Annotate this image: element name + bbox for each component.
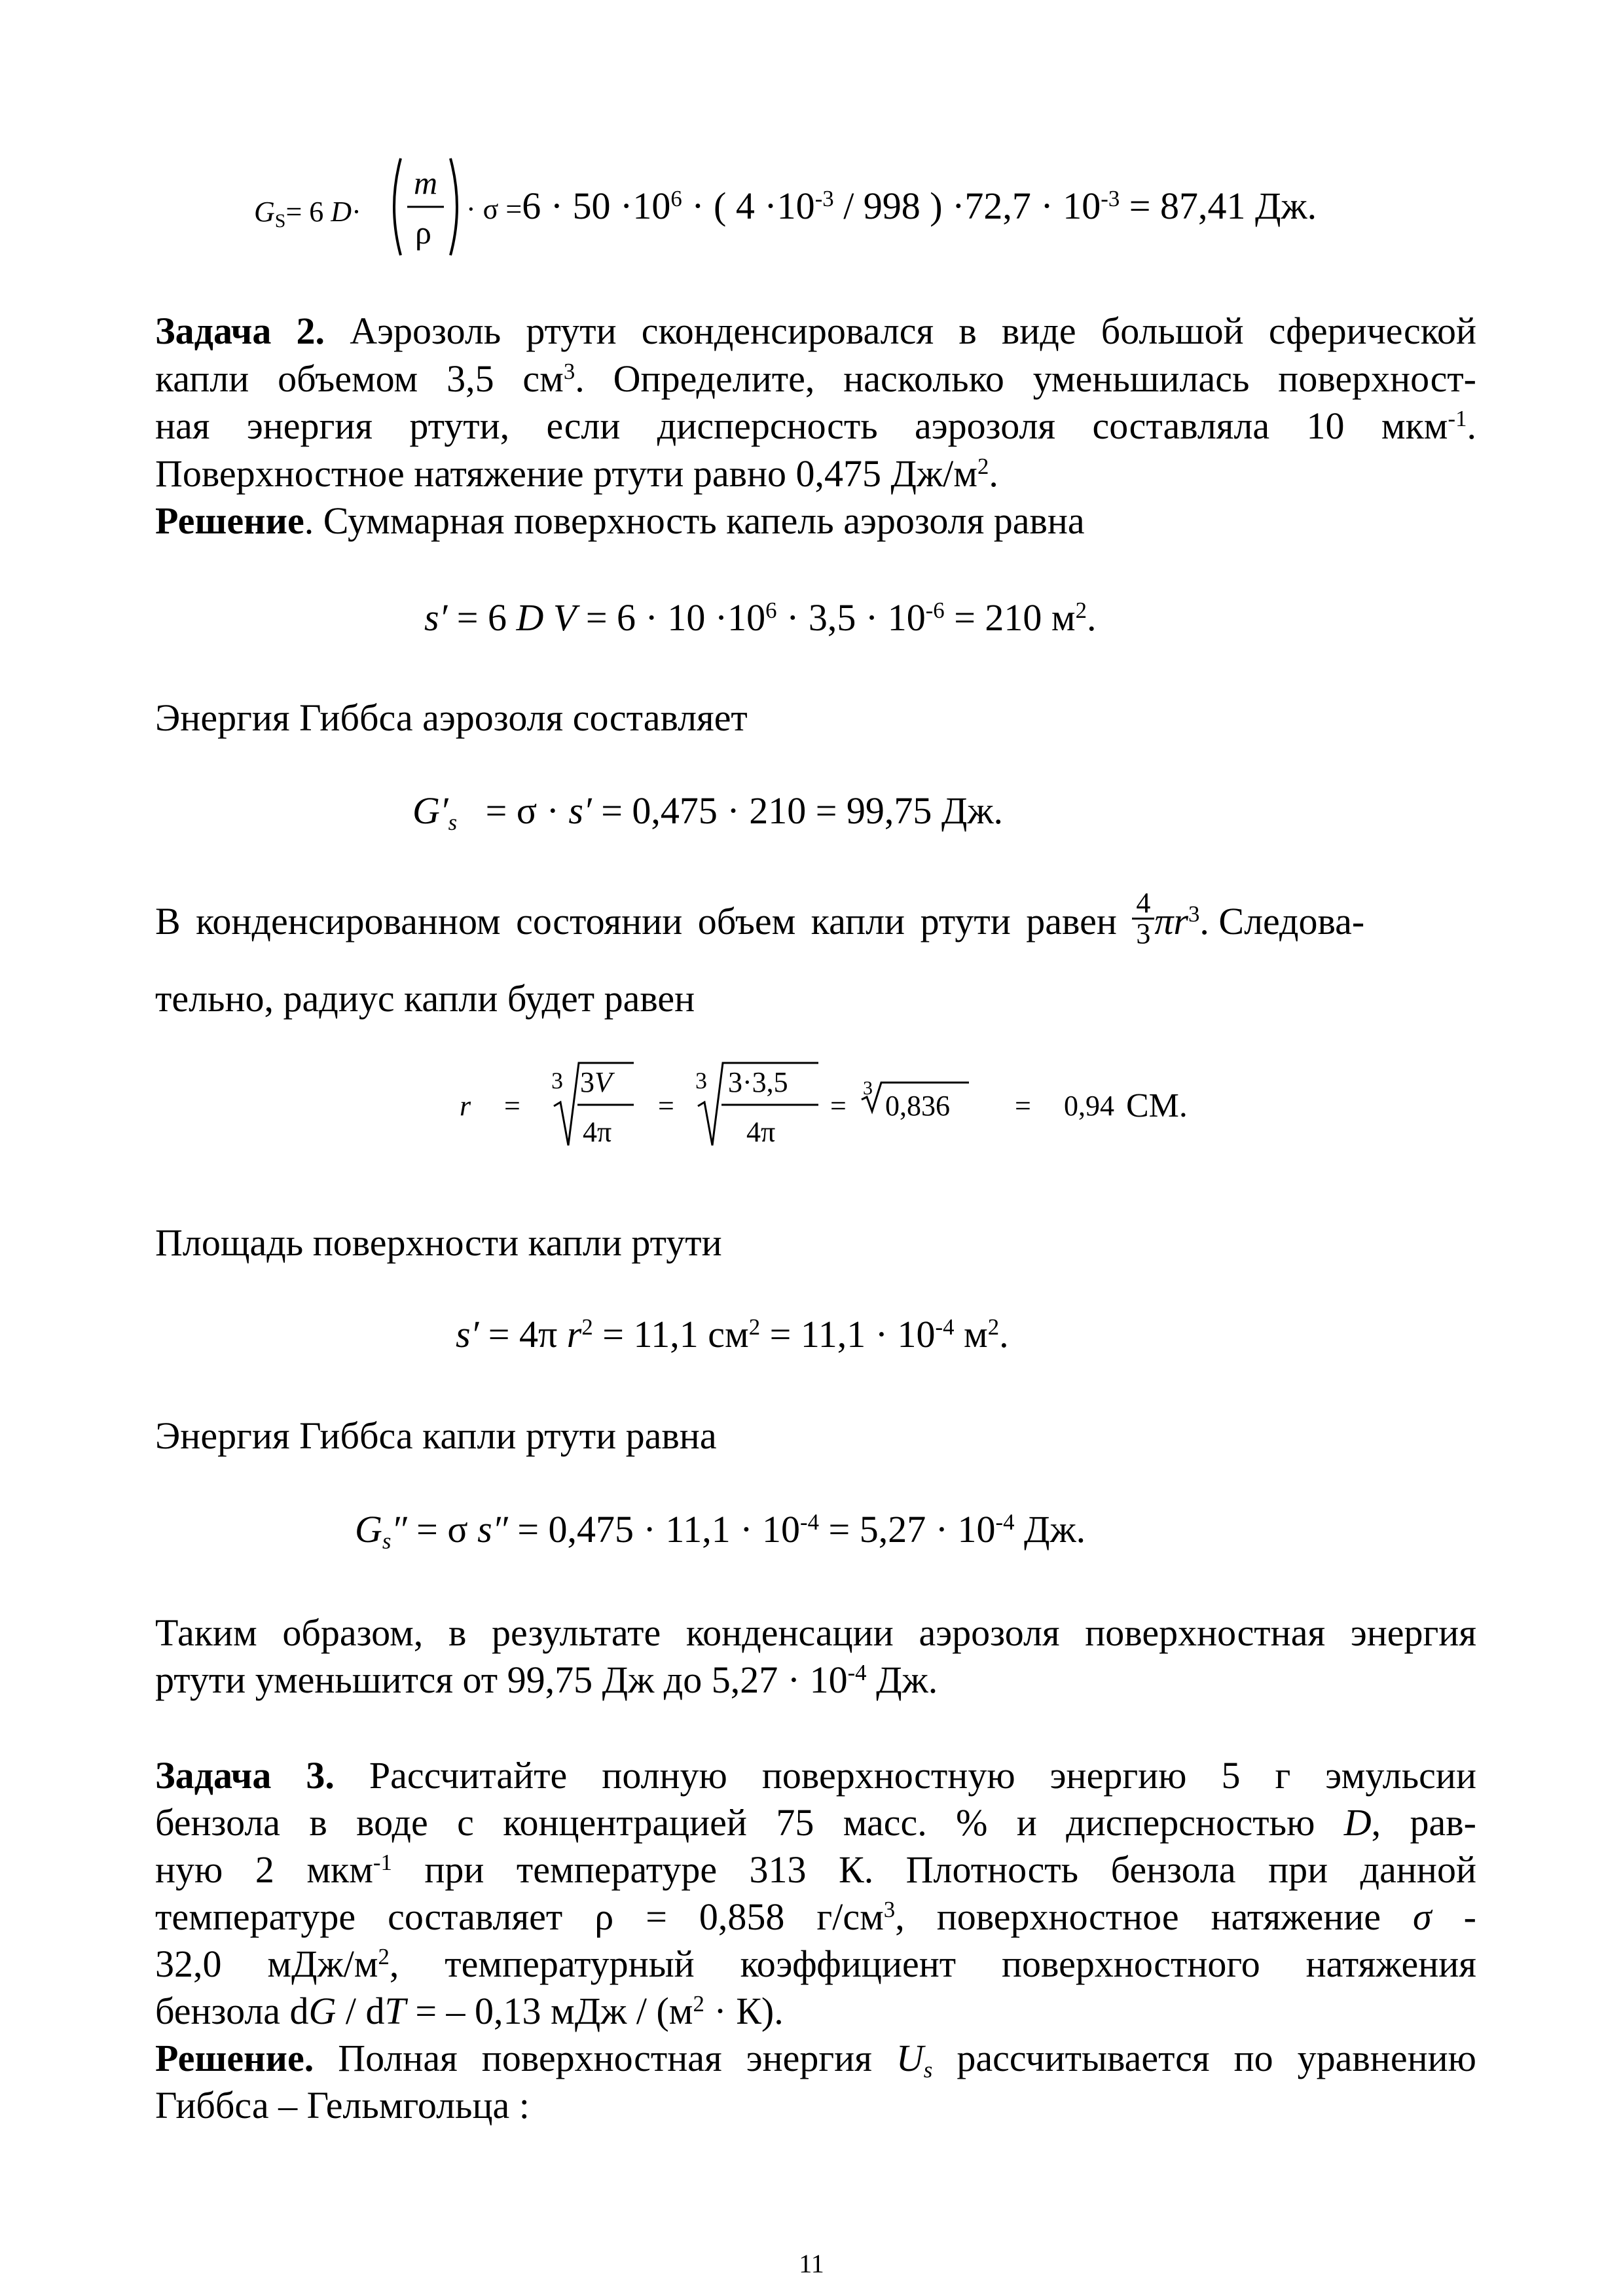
- eq-r-idx2: 3: [695, 1067, 707, 1094]
- task2-line3b: .: [1467, 404, 1476, 447]
- eq-gs-aerosol-result: = 0,475 · 210 = 99,75 Дж.: [591, 789, 1004, 832]
- eq-gs-top-sigma: · σ =: [466, 193, 522, 225]
- eq-r-eq2: =: [658, 1090, 674, 1122]
- eq-gs-top-result: = 87,41 Дж.: [1120, 185, 1317, 227]
- task3-line5: [155, 1945, 1476, 1983]
- eq-gs-drop-exp2: -4: [995, 1509, 1015, 1535]
- eq-gs-aerosol-G: G′: [412, 789, 448, 832]
- task3-line5a: 32,0 мДж/м: [155, 1943, 378, 1985]
- eq-r-eq3: =: [830, 1090, 847, 1122]
- eq-r-num2: 3·3,5: [728, 1066, 788, 1098]
- task3-line4: [155, 1895, 1476, 1938]
- eq-area: [456, 1313, 1009, 1355]
- task3-solution: [155, 2037, 1476, 2083]
- eq-r-den2: 4π: [746, 1116, 776, 1148]
- task3-line1-text: Рассчитайте полную поверхностную энергию 5 г эмульсии: [334, 1754, 1476, 1797]
- task3-line4b: , поверхностное натяжение: [895, 1895, 1413, 1938]
- eq-area-end: .: [999, 1313, 1009, 1355]
- eq-s-exp6: 6: [765, 597, 777, 623]
- task2-line4b: .: [989, 452, 998, 495]
- eq-gs-drop-part4: Дж.: [1014, 1508, 1086, 1551]
- condensed-sup3: 3: [1188, 901, 1200, 927]
- task2-title: Задача 2.: [155, 310, 325, 352]
- conclusion-line2: [155, 1661, 938, 1699]
- task3-line2a: бензола в воде с концентрацией 75 масс. % и дисперсностью: [155, 1801, 1344, 1844]
- eq-gs-drop-part3: = 5,27 · 10: [819, 1508, 996, 1551]
- conclusion-line2a: ртути уменьшится от 99,75 Дж до 5,27 · 10: [155, 1659, 848, 1701]
- task3-line6b: / d: [336, 1990, 385, 2032]
- task3-line3b: при температуре 313 К. Плотность бензола при данной: [392, 1848, 1476, 1891]
- eq-s-s: s′: [424, 596, 448, 639]
- eq-r-unit: СМ.: [1126, 1087, 1188, 1124]
- task3-line4a: температуре составляет ρ = 0,858 г/см: [155, 1895, 884, 1938]
- task3-line6-G: G: [308, 1990, 337, 2032]
- eq-gs-top-d: D: [331, 196, 352, 228]
- eq-gs-top-mid: · ( 4 ·10: [682, 185, 815, 227]
- task2-line4-sup: 2: [977, 453, 989, 479]
- condensed-frac-num: 4: [1136, 887, 1151, 919]
- condensed-line1: [155, 887, 1476, 950]
- task2-line2b: . Определите, насколько уменьшилась поверхност-: [575, 357, 1476, 400]
- eq-s: [424, 596, 1097, 639]
- gibbs-intro: Энергия Гиббса аэрозоля составляет: [155, 696, 748, 739]
- eq-area-sup2c: 2: [987, 1314, 1000, 1340]
- eq-s-V: V: [553, 596, 577, 639]
- task2-solution-text: . Суммарная поверхность капель аэрозоля равна: [304, 499, 1085, 542]
- task3-line6c: = – 0,13 мДж / (м: [405, 1990, 693, 2032]
- condensed-frac: [1132, 889, 1154, 948]
- task3-line2: [155, 1801, 1476, 1844]
- eq-area-r: r: [566, 1313, 582, 1355]
- eq-r-eq1: =: [504, 1090, 520, 1122]
- eq-gs-top-paren-frac: [386, 154, 465, 259]
- eq-s-mid: · 3,5 · 10: [776, 596, 926, 639]
- task2-line2a: капли объемом 3,5 см: [155, 357, 564, 400]
- conclusion-line2b: Дж.: [866, 1659, 938, 1701]
- eq-gs-drop-s: s″: [477, 1508, 508, 1551]
- task2-solution-label: Решение: [155, 499, 304, 542]
- eq-gs-top-factor: = 6: [285, 196, 331, 228]
- eq-r-idx3: 3: [863, 1077, 873, 1099]
- condensed-text-b: . Следова-: [1199, 899, 1365, 942]
- task3-line3-sup: -1: [373, 1849, 392, 1875]
- task3-solution-U: U: [896, 2037, 924, 2079]
- task3-line5b: , температурный коэффициент поверхностного натяжения: [389, 1943, 1476, 1985]
- eq-gs-top: [254, 190, 361, 232]
- task2-solution: [155, 499, 1085, 542]
- condensed-pi: π: [1154, 899, 1174, 942]
- eq-r-eq4: =: [1015, 1090, 1031, 1122]
- task2-line4: [155, 452, 998, 495]
- task2-line1: [155, 312, 1476, 350]
- task3-solution-b: рассчитывается по уравнению: [932, 2037, 1476, 2079]
- eq-gs-top-rest-a: 6 · 50 ·10: [522, 185, 671, 227]
- task2-line3-sup: -1: [1448, 405, 1467, 431]
- eq-gs-drop-G: G: [355, 1508, 382, 1551]
- task3-solution-a: Полная поверхностная энергия: [314, 2037, 896, 2079]
- task3-line6: [155, 1992, 784, 2030]
- task3-line6-sup: 2: [693, 1990, 704, 2017]
- eq-gs-top-exp-m3b: -3: [1101, 185, 1120, 211]
- eq-gs-top-exp-m3: -3: [814, 185, 834, 211]
- eq-area-exp: -4: [935, 1314, 955, 1340]
- eq-area-part2: = 11,1 см: [593, 1313, 749, 1355]
- task2-line1-text: Аэрозоль ртути сконденсировался в виде большой сферической: [325, 310, 1477, 352]
- eq-s-end: .: [1087, 596, 1097, 639]
- eq-gs-top-rho: ρ: [415, 214, 431, 251]
- eq-area-sup2: 2: [581, 1314, 593, 1340]
- task3-line6a: бензола d: [155, 1990, 309, 2032]
- eq-r-num1-v: V: [594, 1066, 612, 1098]
- task3-line3: [155, 1848, 1476, 1891]
- eq-area-part1: = 4π: [479, 1313, 567, 1355]
- eq-r-result: 0,94: [1064, 1090, 1114, 1122]
- task3-line4-sup: 3: [883, 1896, 896, 1922]
- eq-area-part4: м: [954, 1313, 988, 1355]
- eq-r-r: r: [460, 1090, 471, 1122]
- eq-gs-drop-sub: s: [382, 1528, 392, 1554]
- conclusion-exp: -4: [847, 1659, 867, 1685]
- eq-s-eq2: = 6 · 10 ·10: [576, 596, 766, 639]
- task2-line2: [155, 357, 1476, 400]
- eq-gs-top-m: m: [414, 164, 438, 201]
- task3-solution-sub: s: [923, 2057, 933, 2083]
- condensed-text-a: В конденсированном состоянии объем капли ртути равен: [155, 899, 1133, 942]
- eq-s-exp-m6: -6: [925, 597, 945, 623]
- eq-gs-drop-part1: = σ: [407, 1508, 478, 1551]
- eq-r-num1: [580, 1066, 612, 1099]
- eq-r-idx1: 3: [551, 1067, 563, 1094]
- eq-gs-aerosol-sub: s: [448, 810, 458, 836]
- task3-line6d: · К).: [704, 1990, 784, 2032]
- page-number: 11: [799, 2249, 824, 2278]
- eq-gs-aerosol: [412, 789, 1004, 836]
- eq-s-sup2: 2: [1075, 597, 1087, 623]
- eq-area-s: s′: [456, 1313, 479, 1355]
- eq-s-eq1: = 6: [447, 596, 517, 639]
- eq-gs-top-exp6: 6: [670, 185, 682, 211]
- eq-area-part3: = 11,1 · 10: [760, 1313, 936, 1355]
- area-intro: Площадь поверхности капли ртути: [155, 1221, 722, 1264]
- eq-gs-top-rest: [466, 187, 1317, 225]
- task2-line2-sup: 3: [563, 358, 575, 384]
- eq-gs-top-tail: / 998 ) ·72,7 · 10: [833, 185, 1101, 227]
- gibbs-drop-intro: Энергия Гиббса капли ртути равна: [155, 1414, 717, 1457]
- task3-solution-label: Решение.: [155, 2037, 314, 2079]
- condensed-frac-den: 3: [1132, 918, 1154, 948]
- eq-s-result: = 210 м: [944, 596, 1076, 639]
- eq-gs-drop: [355, 1508, 1086, 1554]
- condensed-r: r: [1173, 899, 1188, 942]
- eq-gs-drop-prime: ″: [391, 1508, 407, 1551]
- eq-s-D: D: [516, 596, 544, 639]
- task3-line2b: , рав-: [1371, 1801, 1476, 1844]
- conclusion-line1: Таким образом, в результате конденсации аэрозоля поверхностная энергия: [155, 1611, 1476, 1654]
- eq-gs-aerosol-rest: = σ ·: [485, 789, 569, 832]
- eq-r-num1-3: 3: [580, 1066, 594, 1098]
- task3-line4-sigma: σ: [1413, 1895, 1432, 1938]
- task3-title: Задача 3.: [155, 1754, 335, 1797]
- eq-gs-drop-exp1: -4: [800, 1509, 820, 1535]
- task3-line3a: ную 2 мкм: [155, 1848, 373, 1891]
- eq-area-sup2b: 2: [748, 1314, 761, 1340]
- eq-r: [0, 1054, 1623, 1158]
- task3-line4c: -: [1431, 1895, 1476, 1938]
- eq-r-den1: 4π: [583, 1116, 612, 1148]
- eq-gs-drop-part2: = 0,475 · 11,1 · 10: [507, 1508, 801, 1551]
- eq-r-rad3: 0,836: [885, 1090, 950, 1122]
- task2-line3a: ная энергия ртути, если дисперсность аэрозоля составляла 10 мкм: [155, 404, 1448, 447]
- eq-gs-top-lhs-sub: S: [274, 210, 286, 232]
- eq-gs-top-dot: ·: [352, 196, 361, 228]
- task3-line1: [155, 1754, 1476, 1797]
- task2-line4a: Поверхностное натяжение ртути равно 0,475 Дж/м: [155, 452, 977, 495]
- eq-gs-top-lhs: G: [254, 196, 275, 228]
- task3-line2-D: D: [1343, 1801, 1372, 1844]
- task2-line3: [155, 404, 1476, 447]
- condensed-line2: тельно, радиус капли будет равен: [155, 977, 695, 1020]
- task3-last: Гиббса – Гельмгольца :: [155, 2084, 530, 2126]
- task3-line5-sup: 2: [378, 1943, 390, 1969]
- eq-gs-aerosol-s: s′: [568, 789, 592, 832]
- task3-line6-T: T: [384, 1990, 406, 2032]
